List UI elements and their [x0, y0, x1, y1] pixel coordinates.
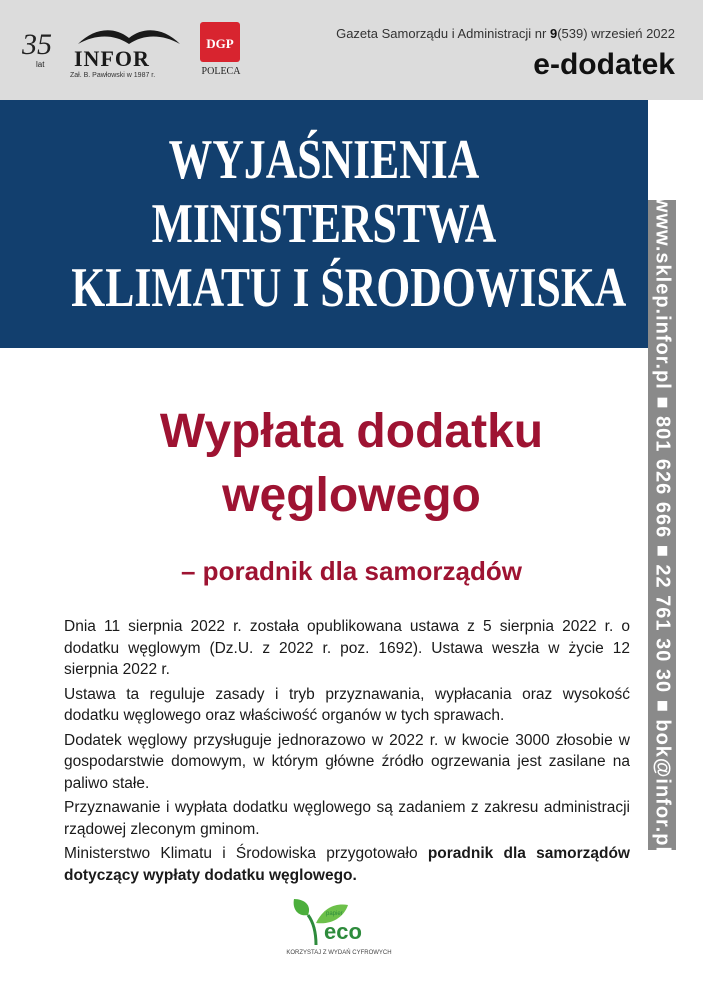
contact-sidebar-text: www.sklep.infor.pl ■ 801 626 666 ■ 22 761 30 30 ■ bok@infor.pl — [651, 196, 674, 854]
bird-icon — [74, 24, 184, 48]
infor-logo-number: 35 — [22, 28, 52, 61]
publication-name: Gazeta Samorządu i Administracji nr — [336, 26, 547, 41]
infor-logo-brand: INFOR — [74, 46, 150, 71]
ministry-title-line: MINISTERSTWA — [151, 193, 497, 255]
dgp-logo-caption: POLECA — [201, 66, 241, 77]
body-paragraph: Przyznawanie i wypłata dodatku węglowego są zadaniem z zakresu administracji rządowej zleconym gminom. — [64, 799, 630, 838]
eco-logo-small: papier — [326, 911, 343, 917]
eco-logo-word: eco — [324, 919, 362, 944]
issue-number: 9 — [549, 26, 558, 41]
main-title-line: Wypłata dodatku — [159, 405, 544, 458]
body-text — [64, 616, 630, 889]
dgp-logo-mark: DGP — [200, 22, 240, 62]
product-label: e-dodatek — [533, 48, 675, 81]
body-paragraph: Dodatek węglowy przysługuje jednorazowo w 2022 r. w kwocie 3000 złosobie w gospodarstwie domowym, w którym główne źródło ogrzewania jest zasilane na paliwo stałe. — [64, 731, 630, 792]
issue-details: (539) wrzesień 2022 — [557, 26, 675, 41]
infor-logo-years: lat — [36, 60, 45, 69]
ministry-title-line: KLIMATU I ŚRODOWISKA — [71, 257, 627, 319]
subtitle: – poradnik dla samorządów — [181, 556, 522, 586]
eco-logo — [284, 893, 394, 973]
body-paragraph-bold: poradnik dla samorządów dotyczący wypłaty dodatku węglowego. — [64, 845, 630, 884]
publication-info — [336, 26, 675, 41]
main-title — [0, 400, 703, 528]
body-paragraph-last — [64, 843, 630, 886]
infor-logo-founder: Zał. B. Pawłowski w 1987 r. — [70, 72, 156, 79]
main-title-line: węglowego — [222, 469, 481, 522]
body-paragraph: Ustawa ta reguluje zasady i tryb przyznawania, wypłacania oraz wysokość dodatku węglowego oraz właściwość organów w tych sprawach. — [64, 685, 630, 724]
body-paragraph: Dnia 11 sierpnia 2022 r. została opublikowana ustawa z 5 sierpnia 2022 r. o dodatku węglowym (Dz.U. z 2022 r. poz. 1692). Ustawa weszła w życie 12 sierpnia 2022 r. — [64, 618, 630, 678]
ministry-title — [71, 128, 627, 320]
ministry-title-line: WYJAŚNIENIA — [168, 129, 480, 191]
eco-logo-caption: KORZYSTAJ Z WYDAŃ CYFROWYCH — [286, 950, 392, 956]
header-bar — [0, 0, 703, 100]
infor-logo — [22, 22, 197, 82]
body-paragraph-plain: Ministerstwo Klimatu i Środowiska przygotowało — [64, 845, 428, 862]
dgp-logo — [198, 22, 244, 82]
